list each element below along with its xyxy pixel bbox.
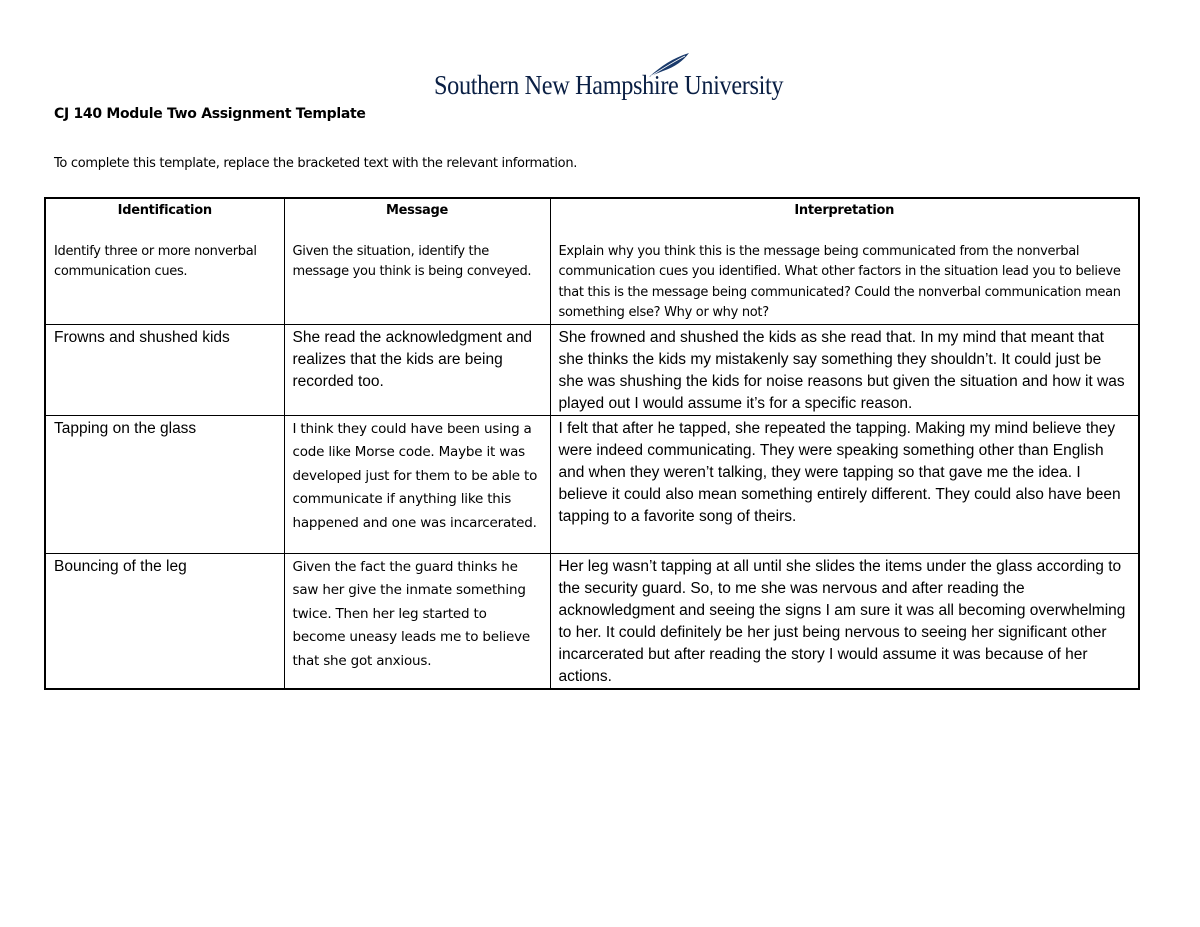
assignment-table — [44, 197, 1140, 690]
interpretation-cell: Her leg wasn’t tapping at all until she slides the items under the glass according to the security guard. So, to me she was nervous and after reading the acknowledgment and seeing the signs I am sure it was all becoming overwhelming to her. It could definitely be her just being nervous to seeing her significant other incarcerated but after reading the story I would assume it was because of her actions. — [550, 553, 1139, 689]
document-title: CJ 140 Module Two Assignment Template — [54, 106, 366, 122]
table-row — [45, 415, 1139, 553]
header-cell-message — [284, 198, 550, 324]
university-logo — [434, 52, 784, 104]
column-prompt: Identify three or more nonverbal communication cues. — [54, 243, 257, 279]
column-label: Interpretation — [794, 203, 895, 218]
header-cell-identification — [45, 198, 284, 324]
column-label: Identification — [117, 203, 212, 218]
quill-icon — [647, 52, 691, 78]
identification-cell: Frowns and shushed kids — [45, 324, 284, 415]
column-label: Message — [385, 203, 449, 218]
identification-cell: Bouncing of the leg — [45, 553, 284, 689]
document-instructions: To complete this template, replace the bracketed text with the relevant information. — [54, 156, 578, 171]
identification-cell: Tapping on the glass — [45, 415, 284, 553]
interpretation-cell: She frowned and shushed the kids as she read that. In my mind that meant that she thinks the kids my mistakenly say something they shouldn’t. It could just be she was shushing the kids for noise reasons but given the situation and how it was played out I would assume it’s for a specific reason. — [550, 324, 1139, 415]
table-row — [45, 324, 1139, 415]
message-cell: Given the fact the guard thinks he saw her give the inmate something twice. Then her leg started to become uneasy leads me to believe that she got anxious. — [284, 553, 550, 689]
message-cell: I think they could have been using a code like Morse code. Maybe it was developed just for them to be able to communicate if anything like this happened and one was incarcerated. — [284, 415, 550, 553]
header-cell-interpretation — [550, 198, 1139, 324]
university-name: Southern New Hampshire University — [434, 70, 784, 100]
table-header-row — [45, 198, 1139, 324]
column-prompt: Given the situation, identify the message you think is being conveyed. — [292, 243, 532, 279]
message-cell: She read the acknowledgment and realizes that the kids are being recorded too. — [284, 324, 550, 415]
column-prompt: Explain why you think this is the message being communicated from the nonverbal communication cues you identified. What other factors in the situation lead you to believe that this is the message being communicated? Could the nonverbal communication mean something else? Why or why not? — [558, 243, 1121, 320]
interpretation-cell: I felt that after he tapped, she repeated the tapping. Making my mind believe they were indeed communicating. They were speaking something other than English and when they weren’t talking, they were tapping so that gave me the idea. I believe it could also mean something entirely different. They could also have been tapping to a favorite song of theirs. — [550, 415, 1139, 553]
table-row — [45, 553, 1139, 689]
